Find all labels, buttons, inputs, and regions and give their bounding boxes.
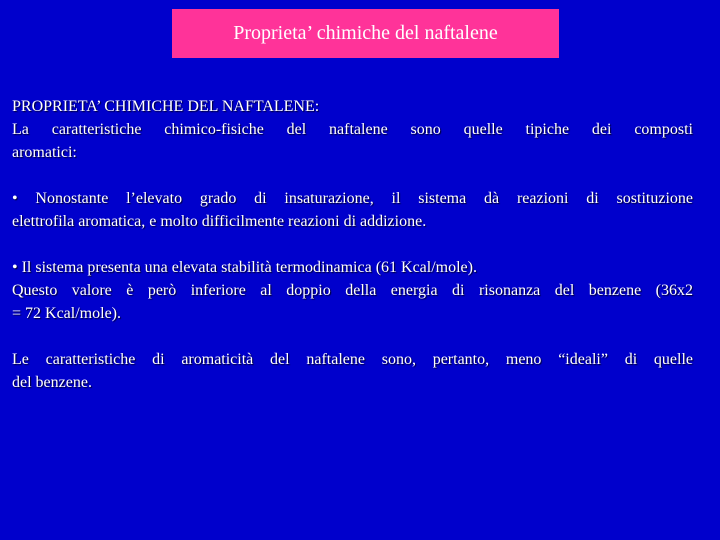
bullet-paragraph-2 [12, 256, 693, 325]
paragraph-spacer [12, 325, 693, 348]
intro-line-1: La caratteristiche chimico-fisiche del naftalene sono quelle tipiche dei composti [12, 121, 693, 138]
bullet2-line-2: Questo valore è però inferiore al doppio della energia di risonanza del benzene (36x2 [12, 282, 693, 299]
paragraph-spacer [12, 233, 693, 256]
paragraph-spacer [12, 164, 693, 187]
bullet-paragraph-1 [12, 187, 693, 233]
intro-line-2: aromatici: [12, 144, 77, 161]
bullet1-line-1: • Nonostante l’elevato grado di insaturazione, il sistema dà reazioni di sostituzione [12, 190, 693, 207]
bullet1-line-2: elettrofila aromatica, e molto difficilmente reazioni di addizione. [12, 213, 427, 230]
conclusion-paragraph [12, 348, 693, 394]
conclusion-line-2: del benzene. [12, 374, 92, 391]
conclusion-line-1: Le caratteristiche di aromaticità del naftalene sono, pertanto, meno “ideali” di quelle [12, 351, 693, 368]
section-heading: PROPRIETA’ CHIMICHE DEL NAFTALENE: [12, 98, 320, 115]
title-box [172, 9, 559, 58]
heading-paragraph [12, 95, 693, 164]
bullet2-line-3: = 72 Kcal/mole). [12, 305, 121, 322]
slide-title: Proprieta’ chimiche del naftalene [233, 22, 498, 44]
bullet2-line-1: • Il sistema presenta una elevata stabilità termodinamica (61 Kcal/mole). [12, 259, 477, 276]
slide-body [12, 95, 693, 394]
